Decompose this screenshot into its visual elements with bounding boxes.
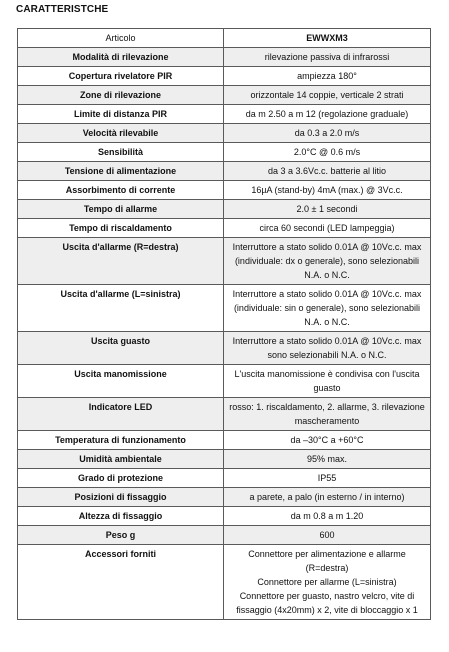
spec-value	[224, 86, 431, 105]
spec-value-line: Interruttore a stato solido 0.01A @ 10Vc.c. max (individuale: dx o generale), sono selezionabili N.A. o N.C.	[232, 242, 422, 280]
spec-value-line: da 3 a 3.6Vc.c. batterie al litio	[267, 166, 387, 176]
spec-label: Assorbimento di corrente	[18, 181, 224, 200]
table-row	[18, 469, 431, 488]
spec-label: Peso g	[18, 526, 224, 545]
spec-value	[224, 238, 431, 285]
spec-value-line: Interruttore a stato solido 0.01A @ 10Vc.c. max (individuale: sin o generale), sono selezionabili N.A. o N.C.	[232, 289, 422, 327]
spec-value-line: L'uscita manomissione è condivisa con l'uscita guasto	[234, 369, 420, 393]
spec-value	[224, 48, 431, 67]
spec-value-line: da 0.3 a 2.0 m/s	[294, 128, 360, 138]
spec-value	[224, 124, 431, 143]
spec-value	[224, 181, 431, 200]
table-row	[18, 181, 431, 200]
spec-value-line: rosso: 1. riscaldamento, 2. allarme, 3. rilevazione mascheramento	[229, 402, 425, 426]
table-row	[18, 285, 431, 332]
spec-value	[224, 488, 431, 507]
spec-label: Sensibilità	[18, 143, 224, 162]
table-row	[18, 143, 431, 162]
header-cell-article: Articolo	[18, 29, 224, 48]
spec-value-line: Connettore per guasto, nastro velcro, vite di fissaggio (4x20mm) x 2, vite di bloccaggio x 1	[236, 591, 418, 615]
specifications-table-body	[18, 29, 431, 620]
spec-label: Limite di distanza PIR	[18, 105, 224, 124]
table-row	[18, 124, 431, 143]
spec-value-line: Connettore per allarme (L=sinistra)	[257, 577, 397, 587]
spec-label: Copertura rivelatore PIR	[18, 67, 224, 86]
table-row	[18, 526, 431, 545]
spec-value	[224, 507, 431, 526]
specifications-table	[17, 28, 431, 620]
table-row	[18, 488, 431, 507]
spec-value-line: 95% max.	[306, 454, 348, 464]
spec-label: Indicatore LED	[18, 398, 224, 431]
spec-label: Tensione di alimentazione	[18, 162, 224, 181]
spec-value	[224, 365, 431, 398]
table-row	[18, 332, 431, 365]
table-row	[18, 398, 431, 431]
table-row	[18, 365, 431, 398]
spec-value-line: 600	[319, 530, 335, 540]
spec-value-line: da m 2.50 a m 12 (regolazione graduale)	[245, 109, 409, 119]
table-row	[18, 162, 431, 181]
spec-value	[224, 469, 431, 488]
spec-label: Accessori forniti	[18, 545, 224, 620]
table-row	[18, 507, 431, 526]
spec-label: Umidità ambientale	[18, 450, 224, 469]
spec-value-line: IP55	[317, 473, 337, 483]
spec-value-line: orizzontale 14 coppie, verticale 2 strati	[250, 90, 404, 100]
table-row	[18, 67, 431, 86]
spec-value	[224, 143, 431, 162]
spec-label: Modalità di rilevazione	[18, 48, 224, 67]
spec-value-line: Interruttore a stato solido 0.01A @ 10Vc.c. max sono selezionabili N.A. o N.C.	[232, 336, 422, 360]
spec-value	[224, 200, 431, 219]
table-row	[18, 238, 431, 285]
spec-value-line: da m 0.8 a m 1.20	[290, 511, 364, 521]
spec-value-line: circa 60 secondi (LED lampeggia)	[259, 223, 395, 233]
table-row	[18, 200, 431, 219]
spec-value-line: ampiezza 180°	[297, 71, 357, 81]
spec-label: Tempo di riscaldamento	[18, 219, 224, 238]
spec-value	[224, 105, 431, 124]
table-row	[18, 431, 431, 450]
table-header-row	[18, 29, 431, 48]
spec-label: Zone di rilevazione	[18, 86, 224, 105]
spec-label: Grado di protezione	[18, 469, 224, 488]
spec-value-line: 2.0 ± 1 secondi	[296, 204, 358, 214]
spec-label: Uscita guasto	[18, 332, 224, 365]
spec-value	[224, 219, 431, 238]
spec-label: Temperatura di funzionamento	[18, 431, 224, 450]
spec-label: Uscita d'allarme (L=sinistra)	[18, 285, 224, 332]
spec-value	[224, 526, 431, 545]
table-row	[18, 86, 431, 105]
header-cell-model: EWWXM3	[224, 29, 431, 48]
spec-label: Altezza di fissaggio	[18, 507, 224, 526]
spec-label: Tempo di allarme	[18, 200, 224, 219]
spec-value-line: rilevazione passiva di infrarossi	[264, 52, 390, 62]
section-heading: CARATTERISTCHE	[16, 4, 109, 15]
spec-value	[224, 450, 431, 469]
table-row	[18, 219, 431, 238]
spec-value	[224, 332, 431, 365]
table-row	[18, 48, 431, 67]
table-row	[18, 450, 431, 469]
table-row	[18, 545, 431, 620]
spec-value	[224, 67, 431, 86]
spec-label: Posizioni di fissaggio	[18, 488, 224, 507]
spec-label: Velocità rilevabile	[18, 124, 224, 143]
spec-value	[224, 162, 431, 181]
spec-value-line: a parete, a palo (in esterno / in interno)	[249, 492, 405, 502]
spec-label: Uscita d'allarme (R=destra)	[18, 238, 224, 285]
spec-value-line: da –30°C a +60°C	[290, 435, 364, 445]
spec-value-line: 2.0°C @ 0.6 m/s	[293, 147, 361, 157]
spec-value-line: Connettore per alimentazione e allarme (R=destra)	[248, 549, 406, 573]
spec-value	[224, 398, 431, 431]
spec-label: Uscita manomissione	[18, 365, 224, 398]
spec-value	[224, 431, 431, 450]
table-row	[18, 105, 431, 124]
spec-value	[224, 285, 431, 332]
spec-value	[224, 545, 431, 620]
spec-value-line: 16µA (stand-by) 4mA (max.) @ 3Vc.c.	[251, 185, 403, 195]
